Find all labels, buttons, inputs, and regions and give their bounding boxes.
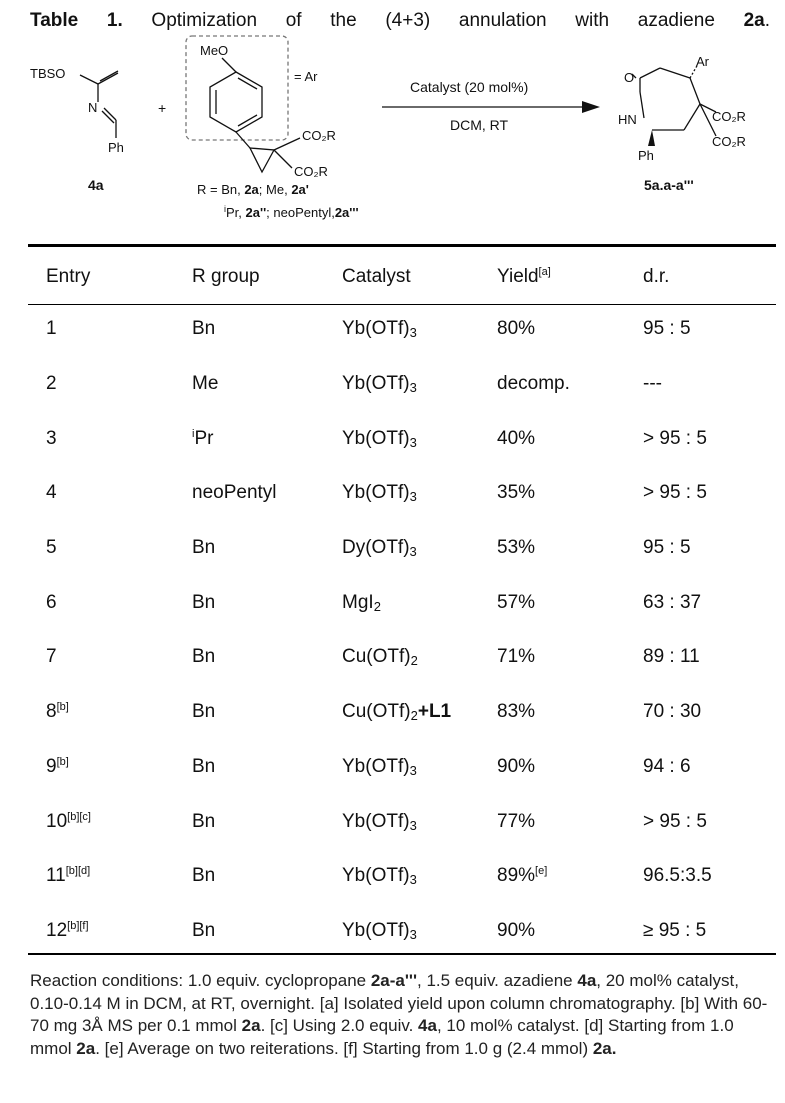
cell-dr: > 95 : 5 <box>643 482 707 504</box>
arrow-conditions-bottom: DCM, RT <box>450 117 509 133</box>
bond <box>100 71 118 81</box>
cell-r-group: Bn <box>192 591 216 613</box>
cell-dr: 89 : 11 <box>643 646 700 668</box>
cell-yield: decomp. <box>497 373 570 395</box>
bond <box>684 104 700 130</box>
cell-dr: > 95 : 5 <box>643 427 707 449</box>
cell-catalyst: $Yb(OTf)_3$ <box>342 865 417 888</box>
bond <box>80 75 98 84</box>
compound-4a: 4a <box>88 177 104 193</box>
meo-label: MeO <box>200 43 229 58</box>
compound-5a: 5a.a-a''' <box>644 177 694 193</box>
table-row <box>28 849 776 904</box>
bond <box>660 68 690 78</box>
table-row <box>28 794 776 849</box>
header-r-group: R group <box>192 266 260 287</box>
reaction-scheme <box>0 34 785 234</box>
cell-r-group: Bn <box>192 537 216 559</box>
bond <box>690 78 700 104</box>
cell-r-group: Bn <box>192 755 216 777</box>
cell-entry: 8[b] <box>46 701 69 723</box>
cell-r-group: Bn <box>192 919 216 941</box>
table-row <box>28 740 776 795</box>
cell-entry: 4 <box>46 482 57 504</box>
table-row <box>28 630 776 685</box>
cell-yield: 77% <box>497 810 536 832</box>
table-top-rule <box>28 244 776 247</box>
cell-entry: 2 <box>46 373 57 395</box>
table-row <box>28 302 776 357</box>
cell-r-group: $^i$Pr <box>192 427 214 449</box>
cell-catalyst: $Cu(OTf)_2+L1$ <box>342 701 452 724</box>
header-entry: Entry <box>46 266 91 287</box>
table-row <box>28 466 776 521</box>
cell-entry: 3 <box>46 427 57 449</box>
cell-catalyst: $Yb(OTf)_3$ <box>342 482 417 505</box>
product-o-label: O <box>624 70 635 85</box>
cell-catalyst: $Yb(OTf)_3$ <box>342 318 417 341</box>
cell-catalyst: $Dy(OTf)_3$ <box>342 537 417 560</box>
ester-bottom: CO₂R <box>294 164 328 179</box>
cell-yield: 90% <box>497 919 536 941</box>
cell-entry: 11[b][d] <box>46 865 91 887</box>
cell-entry: 9[b] <box>46 755 69 777</box>
cell-r-group: Bn <box>192 810 216 832</box>
cell-catalyst: $Cu(OTf)_2$ <box>342 646 418 669</box>
cell-catalyst: $Yb(OTf)_3$ <box>342 810 417 833</box>
cell-r-group: neoPentyl <box>192 482 277 504</box>
cell-yield: 57% <box>497 591 536 613</box>
cell-yield: 35% <box>497 482 536 504</box>
cell-r-group: Bn <box>192 865 216 887</box>
benzene-ring <box>210 72 262 132</box>
r-definitions-1: R = Bn, 2a; Me, 2a' <box>197 182 309 197</box>
cell-dr: 95 : 5 <box>643 537 691 559</box>
cell-catalyst: $Yb(OTf)_3$ <box>342 373 417 396</box>
cell-r-group: Bn <box>192 318 216 340</box>
results-table <box>28 252 776 958</box>
cell-entry: 12[b][f] <box>46 919 89 941</box>
product-ester-bottom: CO₂R <box>712 134 746 149</box>
tbso-label: TBSO <box>30 66 66 81</box>
cell-catalyst: $Yb(OTf)_3$ <box>342 919 417 942</box>
cell-entry: 1 <box>46 318 57 340</box>
cell-yield: 71% <box>497 646 536 668</box>
table-footnotes: Reaction conditions: 1.0 equiv. cyclopropane 2a-a''', 1.5 equiv. azadiene 4a, 20 mol% catalyst, 0.10-0.14 M in DCM, at RT, overnight. [a] Isolated yield upon column chromatography. [b] With 60-70 mg 3Å MS per 0.1 mmol 2a. [c] Using 2.0 equiv. 4a, 10 mol% catalyst. [d] Starting from 1.0 mmol 2a. [e] Average on two reiterations. [f] Starting from 1.0 g (2.4 mmol) 2a. <box>30 971 768 1058</box>
plus-sign: + <box>158 100 167 116</box>
caption-text: Optimization of the (4+3) annulation with azadiene <box>122 10 744 31</box>
bond <box>238 78 257 89</box>
cell-dr: ≥ 95 : 5 <box>643 919 707 941</box>
cell-yield: 53% <box>497 537 536 559</box>
r-definitions-2: $^i$Pr, 2a''; neoPentyl,2a''' <box>224 204 359 220</box>
n-label: N <box>88 100 98 115</box>
header-row <box>28 252 776 302</box>
reaction-arrow-head <box>582 101 600 113</box>
cell-yield: 89%[e] <box>497 865 548 887</box>
cell-yield: 80% <box>497 318 536 340</box>
caption-compound: 2a <box>743 10 765 31</box>
ester-top: CO₂R <box>302 128 336 143</box>
cell-catalyst: $Yb(OTf)_3$ <box>342 755 417 778</box>
cell-dr: 94 : 6 <box>643 755 691 777</box>
caption-end: . <box>764 10 770 31</box>
cell-dr: 95 : 5 <box>643 318 691 340</box>
cell-dr: 63 : 37 <box>643 591 702 613</box>
product-ester-top: CO₂R <box>712 109 746 124</box>
product-ph-label: Ph <box>638 148 654 163</box>
cell-entry: 10[b][c] <box>46 810 91 832</box>
table-row <box>28 411 776 466</box>
bond <box>640 92 644 118</box>
cell-catalyst: $Yb(OTf)_3$ <box>342 427 417 450</box>
cell-r-group: Bn <box>192 646 216 668</box>
cell-dr: --- <box>643 373 662 395</box>
product-hn-label: HN <box>618 112 637 127</box>
header-yield: Yield[a] <box>497 266 551 287</box>
table-caption <box>30 8 770 34</box>
table-row <box>28 521 776 576</box>
bond <box>238 115 257 126</box>
ph-label: Ph <box>108 140 124 155</box>
cell-yield: 90% <box>497 755 536 777</box>
product-ar-label: Ar <box>696 54 709 69</box>
header-dr: d.r. <box>643 266 670 287</box>
cell-entry: 6 <box>46 591 57 613</box>
cell-catalyst: MgI$_2$ <box>342 591 381 614</box>
cell-yield: 83% <box>497 701 536 723</box>
bond <box>274 150 292 168</box>
table-row <box>28 575 776 630</box>
bond <box>222 58 236 72</box>
cell-r-group: Me <box>192 373 219 395</box>
wedge-bond <box>648 130 655 146</box>
cell-dr: > 95 : 5 <box>643 810 707 832</box>
table-row <box>28 357 776 412</box>
cell-dr: 70 : 30 <box>643 701 702 723</box>
cell-yield: 40% <box>497 427 536 449</box>
ar-label: = Ar <box>294 69 318 84</box>
cell-entry: 5 <box>46 537 57 559</box>
bond <box>640 68 660 78</box>
table-row <box>28 685 776 740</box>
bond <box>98 73 118 84</box>
cell-dr: 96.5:3.5 <box>643 865 712 887</box>
caption-label: Table 1. <box>30 10 123 31</box>
cell-entry: 7 <box>46 646 57 668</box>
arrow-conditions-top: Catalyst (20 mol%) <box>410 79 529 95</box>
header-catalyst: Catalyst <box>342 266 411 287</box>
table-row <box>28 904 776 959</box>
cell-r-group: Bn <box>192 701 216 723</box>
cyclopropane <box>250 148 274 172</box>
